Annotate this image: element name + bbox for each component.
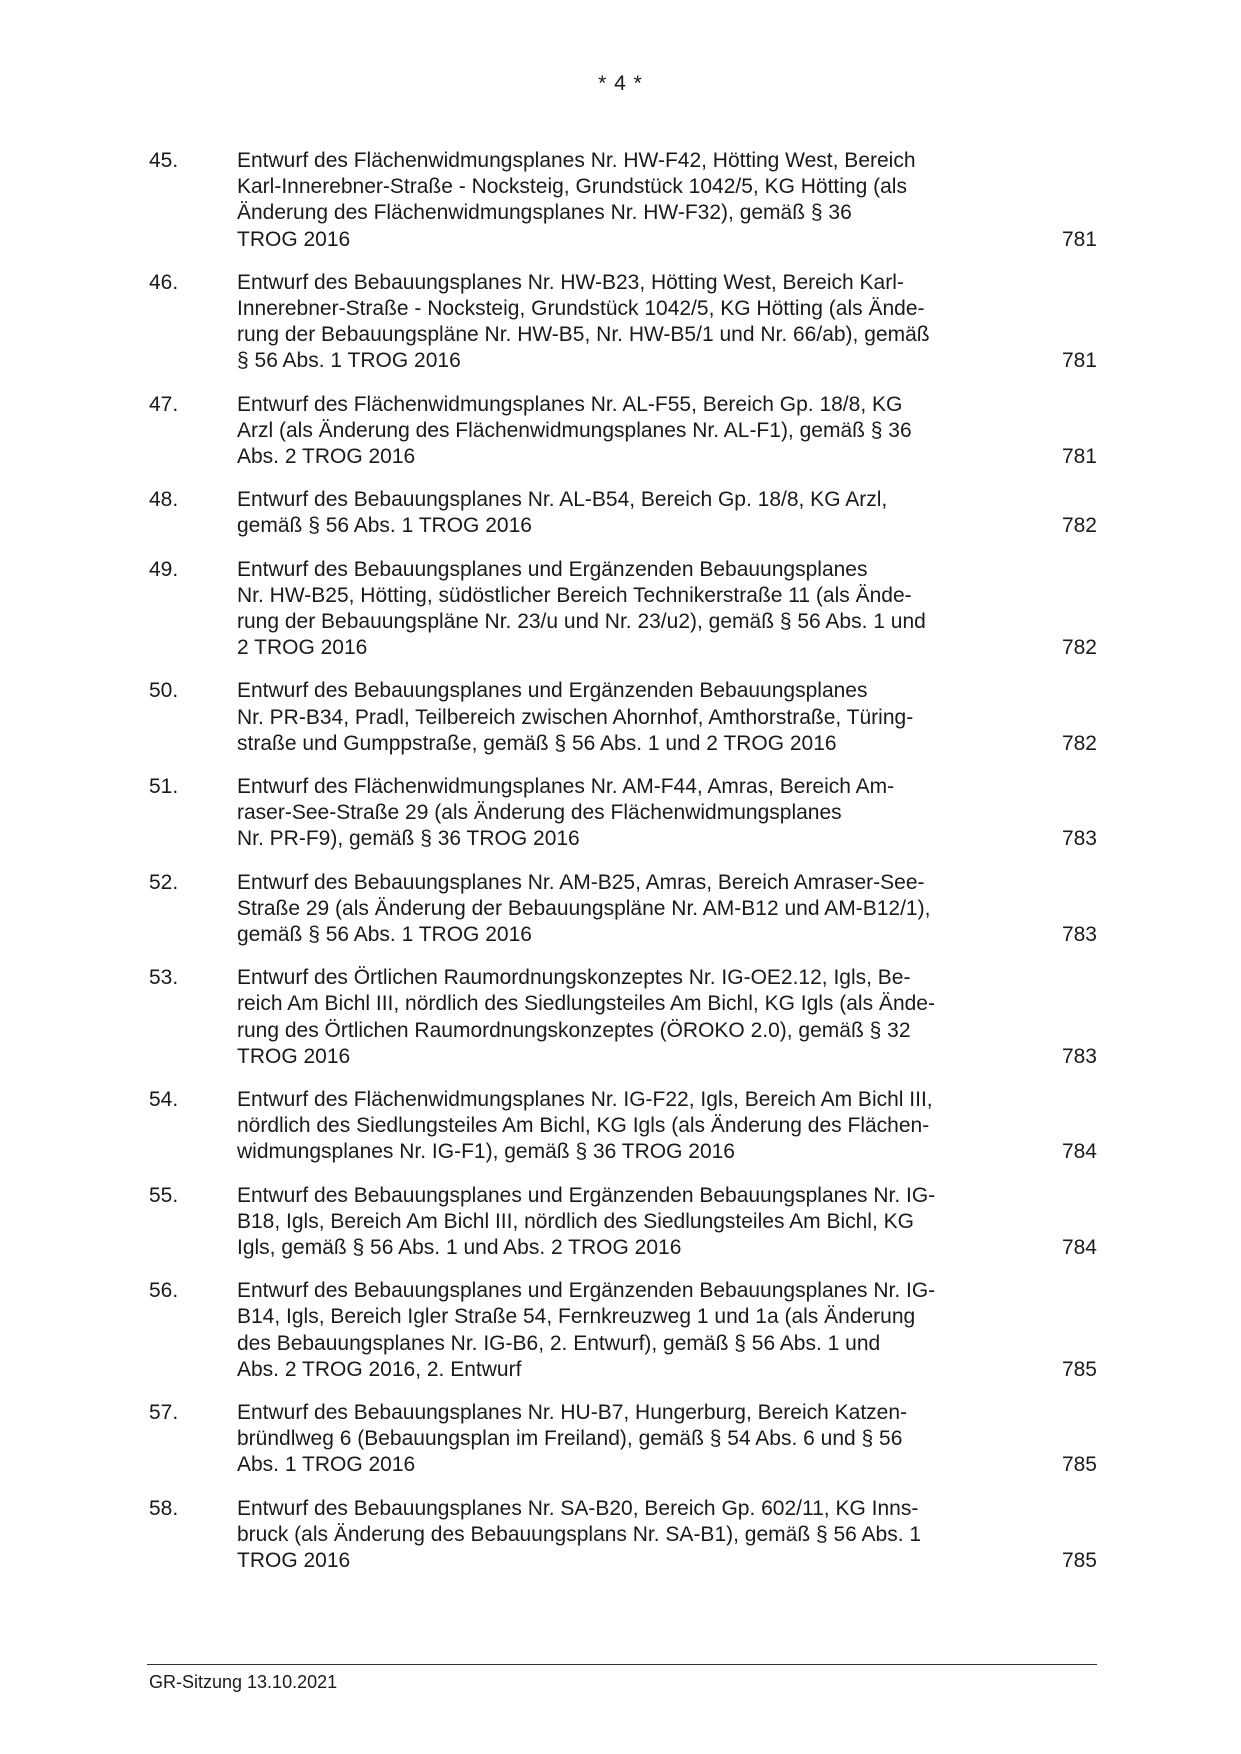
agenda-item — [0, 678, 1241, 757]
agenda-item-title-line: nördlich des Siedlungsteiles Am Bichl, KG Igls (als Änderung des Flächen- — [237, 1114, 930, 1138]
agenda-item-title-line: Entwurf des Flächenwidmungsplanes Nr. AL-F55, Bereich Gp. 18/8, KG — [237, 392, 903, 416]
agenda-item-title-line: Innerebner-Straße - Nocksteig, Grundstück 1042/5, KG Hötting (als Ände- — [237, 297, 925, 320]
agenda-item-title-line: widmungsplanes Nr. IG-F1), gemäß § 36 TROG 2016 — [237, 1140, 735, 1164]
agenda-item-title-line: TROG 2016 — [237, 1044, 351, 1068]
agenda-item-title-line: Abs. 2 TROG 2016, 2. Entwurf — [237, 1357, 522, 1381]
agenda-item-title-line: gemäß § 56 Abs. 1 TROG 2016 — [237, 514, 532, 538]
agenda-item-number: 56. — [149, 1279, 179, 1303]
agenda-item-title-line: Entwurf des Bebauungsplanes Nr. AM-B25, Amras, Bereich Amraser-See- — [237, 870, 925, 894]
agenda-item — [0, 557, 1241, 662]
agenda-item-title-line: Nr. PR-F9), gemäß § 36 TROG 2016 — [237, 827, 580, 851]
agenda-item — [0, 1087, 1241, 1166]
agenda-item-page: 783 — [1061, 922, 1097, 946]
agenda-item-title — [237, 1496, 1017, 1575]
agenda-item-title-line: Entwurf des Örtlichen Raumordnungskonzeptes Nr. IG-OE2.12, Igls, Be- — [237, 966, 911, 990]
agenda-item-number: 47. — [149, 392, 179, 416]
agenda-item — [0, 487, 1241, 539]
agenda-item-number: 52. — [149, 870, 179, 894]
agenda-list — [0, 148, 1241, 1591]
agenda-item-title — [237, 1400, 1017, 1479]
agenda-item-title-line: raser-See-Straße 29 (als Änderung des Flächenwidmungsplanes — [237, 801, 842, 825]
agenda-item-title-line: Karl-Innerebner-Straße - Nocksteig, Grundstück 1042/5, KG Hötting (als — [237, 175, 907, 199]
agenda-item-title — [237, 1278, 1017, 1383]
agenda-item-title-line: B14, Igls, Bereich Igler Straße 54, Fernkreuzweg 1 und 1a (als Änderung — [237, 1305, 916, 1329]
agenda-item-title — [237, 678, 1017, 757]
agenda-item-page: 782 — [1061, 636, 1097, 660]
agenda-item-page: 785 — [1061, 1453, 1097, 1477]
agenda-item-title-line: Entwurf des Bebauungsplanes und Ergänzenden Bebauungsplanes — [237, 679, 868, 703]
agenda-item — [0, 1400, 1241, 1479]
agenda-item-page: 784 — [1061, 1235, 1097, 1259]
agenda-item-title-line: des Bebauungsplanes Nr. IG-B6, 2. Entwurf), gemäß § 56 Abs. 1 und — [237, 1331, 881, 1355]
agenda-item-number: 57. — [149, 1400, 179, 1424]
agenda-item-title-line: Entwurf des Bebauungsplanes Nr. HU-B7, Hungerburg, Bereich Katzen- — [237, 1400, 908, 1424]
agenda-item-number: 54. — [149, 1087, 179, 1111]
agenda-item — [0, 1183, 1241, 1262]
agenda-item-title-line: gemäß § 56 Abs. 1 TROG 2016 — [237, 922, 532, 946]
agenda-item — [0, 1278, 1241, 1383]
agenda-item-title — [237, 148, 1017, 253]
agenda-item-title-line: Entwurf des Flächenwidmungsplanes Nr. IG-F22, Igls, Bereich Am Bichl III, — [237, 1087, 933, 1111]
footer-divider — [147, 1664, 1097, 1665]
agenda-item-title-line: Entwurf des Bebauungsplanes Nr. AL-B54, Bereich Gp. 18/8, KG Arzl, — [237, 488, 888, 512]
agenda-item-title-line: reich Am Bichl III, nördlich des Siedlungsteiles Am Bichl, KG Igls (als Ände- — [237, 992, 935, 1016]
agenda-item-page: 781 — [1061, 349, 1097, 373]
agenda-item-page: 785 — [1061, 1548, 1097, 1572]
agenda-item-title — [237, 392, 1017, 471]
agenda-item-number: 53. — [149, 966, 179, 990]
agenda-item-title-line: bründlweg 6 (Bebauungsplan im Freiland), gemäß § 54 Abs. 6 und § 56 — [237, 1427, 903, 1451]
agenda-item-title-line: Straße 29 (als Änderung der Bebauungspläne Nr. AM-B12 und AM-B12/1), — [237, 896, 931, 920]
agenda-item-title-line: rung des Örtlichen Raumordnungskonzeptes (ÖROKO 2.0), gemäß § 32 — [237, 1018, 911, 1042]
agenda-item — [0, 270, 1241, 375]
agenda-item — [0, 870, 1241, 949]
agenda-item-number: 55. — [149, 1183, 179, 1207]
agenda-item-title — [237, 965, 1017, 1070]
agenda-item-title-line: Abs. 1 TROG 2016 — [237, 1453, 416, 1477]
agenda-item-page: 784 — [1061, 1140, 1097, 1164]
agenda-item-title-line: 2 TROG 2016 — [237, 636, 368, 660]
agenda-item-number: 46. — [149, 270, 179, 294]
agenda-item — [0, 1496, 1241, 1575]
agenda-item-page: 783 — [1061, 827, 1097, 851]
agenda-item-title-line: TROG 2016 — [237, 227, 351, 251]
agenda-item-title-line: Entwurf des Bebauungsplanes und Ergänzenden Bebauungsplanes Nr. IG- — [237, 1183, 936, 1207]
agenda-item — [0, 392, 1241, 471]
agenda-item-page: 783 — [1061, 1044, 1097, 1068]
agenda-item-page: 781 — [1061, 444, 1097, 468]
agenda-item-title — [237, 870, 1017, 949]
agenda-item-title-line: Nr. HW-B25, Hötting, südöstlicher Bereich Technikerstraße 11 (als Ände- — [237, 583, 912, 607]
agenda-item-page: 781 — [1061, 227, 1097, 251]
agenda-item-title-line: Änderung des Flächenwidmungsplanes Nr. HW-F32), gemäß § 36 — [237, 201, 852, 225]
agenda-item-page: 782 — [1061, 731, 1097, 755]
page-number: * 4 * — [598, 72, 643, 95]
agenda-item-title — [237, 557, 1017, 662]
agenda-item-number: 50. — [149, 679, 179, 703]
agenda-item-title-line: B18, Igls, Bereich Am Bichl III, nördlich des Siedlungsteiles Am Bichl, KG — [237, 1209, 914, 1233]
agenda-item-page: 785 — [1061, 1357, 1097, 1381]
agenda-item-number: 51. — [149, 774, 179, 798]
agenda-item-title-line: Entwurf des Bebauungsplanes Nr. HW-B23, Hötting West, Bereich Karl- — [237, 270, 904, 294]
agenda-item-title-line: rung der Bebauungspläne Nr. 23/u und Nr. 23/u2), gemäß § 56 Abs. 1 und — [237, 609, 926, 633]
agenda-item-title-line: Entwurf des Bebauungsplanes und Ergänzenden Bebauungsplanes — [237, 557, 868, 581]
agenda-item-number: 45. — [149, 149, 179, 172]
agenda-item — [0, 774, 1241, 853]
agenda-item-title-line: Entwurf des Flächenwidmungsplanes Nr. AM-F44, Amras, Bereich Am- — [237, 774, 895, 798]
agenda-item-title-line: § 56 Abs. 1 TROG 2016 — [237, 349, 461, 373]
agenda-item-number: 58. — [149, 1496, 179, 1520]
agenda-item-title — [237, 774, 1017, 853]
agenda-item-title — [237, 270, 1017, 375]
agenda-item-title — [237, 1183, 1017, 1262]
agenda-item-title-line: Arzl (als Änderung des Flächenwidmungsplanes Nr. AL-F1), gemäß § 36 — [237, 418, 912, 442]
agenda-item-title-line: bruck (als Änderung des Bebauungsplans Nr. SA-B1), gemäß § 56 Abs. 1 — [237, 1522, 922, 1546]
agenda-item-title-line: Igls, gemäß § 56 Abs. 1 und Abs. 2 TROG 2016 — [237, 1235, 682, 1259]
footer-session-date: GR-Sitzung 13.10.2021 — [149, 1672, 338, 1692]
agenda-item-title-line: straße und Gumppstraße, gemäß § 56 Abs. 1 und 2 TROG 2016 — [237, 731, 837, 755]
agenda-item-number: 48. — [149, 488, 179, 512]
agenda-item-number: 49. — [149, 557, 179, 581]
agenda-item-title-line: Entwurf des Flächenwidmungsplanes Nr. HW-F42, Hötting West, Bereich — [237, 149, 916, 172]
agenda-item-title-line: rung der Bebauungspläne Nr. HW-B5, Nr. HW-B5/1 und Nr. 66/ab), gemäß — [237, 323, 930, 347]
agenda-item-title-line: Entwurf des Bebauungsplanes und Ergänzenden Bebauungsplanes Nr. IG- — [237, 1279, 936, 1303]
agenda-item-title — [237, 1087, 1017, 1166]
agenda-item-title-line: TROG 2016 — [237, 1548, 351, 1572]
agenda-item-title-line: Nr. PR-B34, Pradl, Teilbereich zwischen Ahornhof, Amthorstraße, Türing- — [237, 705, 914, 729]
agenda-item-title — [237, 487, 1017, 539]
agenda-item — [0, 148, 1241, 253]
agenda-item-page: 782 — [1061, 514, 1097, 538]
agenda-item — [0, 965, 1241, 1070]
agenda-item-title-line: Abs. 2 TROG 2016 — [237, 445, 416, 468]
agenda-item-title-line: Entwurf des Bebauungsplanes Nr. SA-B20, Bereich Gp. 602/11, KG Inns- — [237, 1496, 919, 1520]
